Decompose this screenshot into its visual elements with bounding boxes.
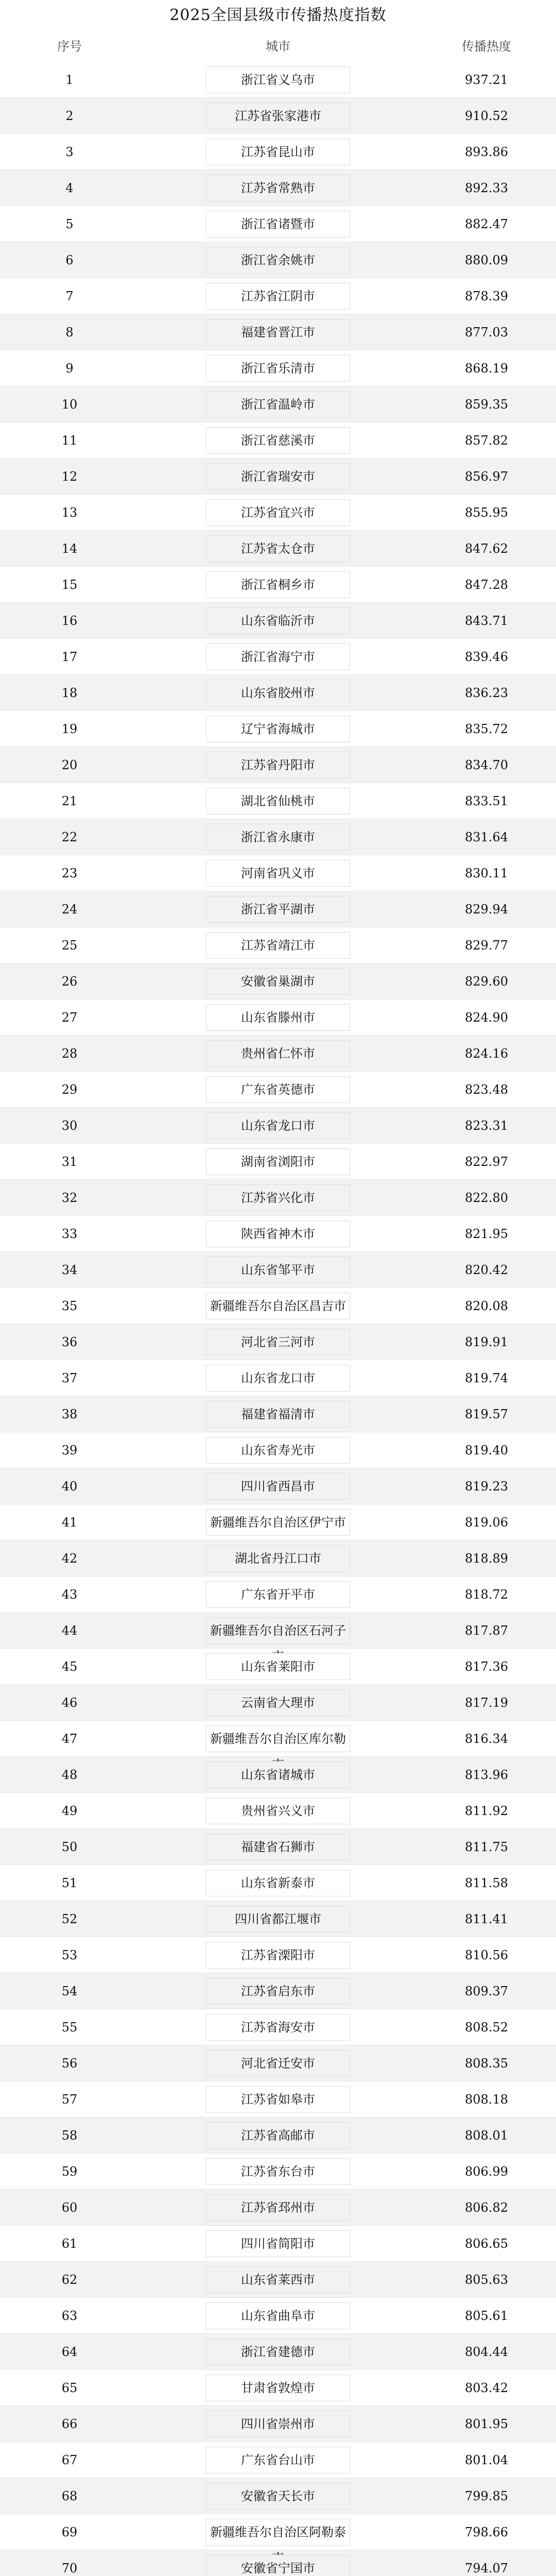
city-cell: 山东省胶州市 (206, 680, 350, 706)
score-cell: 847.62 (465, 541, 508, 556)
rank-cell: 65 (61, 2380, 78, 2395)
score-cell: 878.39 (465, 289, 508, 303)
city-cell: 山东省曲阜市 (206, 2302, 350, 2329)
score-cell: 810.56 (465, 1947, 508, 1962)
score-cell: 799.85 (465, 2488, 508, 2503)
score-cell: 808.52 (465, 2020, 508, 2035)
rank-cell: 2 (65, 108, 74, 123)
city-cell: 广东省开平市 (206, 1581, 350, 1608)
city-cell: 江苏省海安市 (206, 2014, 350, 2041)
city-cell: 河北省三河市 (206, 1329, 350, 1355)
score-cell: 839.46 (465, 649, 508, 664)
score-cell: 937.21 (465, 72, 508, 87)
table-row (0, 1036, 556, 1072)
score-cell: 808.18 (465, 2092, 508, 2107)
rank-cell: 58 (61, 2128, 78, 2143)
rank-cell: 38 (61, 1406, 78, 1421)
city-cell: 新疆维吾尔自治区石河子 (206, 1617, 350, 1644)
table-row (0, 1468, 556, 1504)
rank-cell: 64 (61, 2344, 78, 2359)
score-cell: 855.95 (465, 505, 508, 520)
table-row (0, 1865, 556, 1901)
rank-cell: 23 (61, 866, 78, 880)
rank-cell: 51 (61, 1875, 78, 1890)
score-cell: 847.28 (465, 577, 508, 592)
city-cell: 江苏省宜兴市 (206, 499, 350, 526)
table-row (0, 278, 556, 314)
score-cell: 829.60 (465, 974, 508, 989)
table-row (0, 1685, 556, 1721)
rank-cell: 26 (61, 974, 78, 989)
table-row (0, 1937, 556, 1973)
rank-cell: 1 (65, 72, 74, 87)
city-cell: 浙江省平湖市 (206, 896, 350, 923)
table-row (0, 1180, 556, 1216)
rank-cell: 54 (61, 1984, 78, 1998)
table-row (0, 1973, 556, 2009)
city-cell: 广东省英德市 (206, 1076, 350, 1103)
city-cell: 安徽省天长市 (206, 2483, 350, 2510)
table-row (0, 170, 556, 206)
city-cell: 新疆维吾尔自治区伊宁市 (206, 1509, 350, 1536)
city-cell: 山东省莱阳市 (206, 1653, 350, 1680)
score-cell: 830.11 (465, 866, 508, 880)
rank-cell: 3 (65, 144, 74, 159)
rank-cell: 35 (61, 1298, 78, 1313)
rank-cell: 15 (61, 577, 78, 592)
city-cell: 浙江省乐清市 (206, 355, 350, 382)
city-cell: 湖北省仙桃市 (206, 788, 350, 815)
rank-cell: 19 (61, 721, 78, 736)
rank-cell: 45 (61, 1659, 78, 1674)
score-cell: 805.61 (465, 2308, 508, 2323)
table-row (0, 350, 556, 386)
score-cell: 882.47 (465, 216, 508, 231)
page-title: 2025全国县级市传播热度指数 (169, 6, 387, 24)
score-cell: 817.19 (465, 1695, 508, 1710)
rank-cell: 30 (61, 1118, 78, 1133)
city-cell: 新疆维吾尔自治区阿勒泰 (206, 2519, 350, 2546)
score-cell: 818.89 (465, 1551, 508, 1566)
table-row (0, 206, 556, 242)
city-cell: 江苏省张家港市 (206, 103, 350, 129)
table-row (0, 1360, 556, 1396)
table-row (0, 98, 556, 134)
rank-cell: 33 (61, 1226, 78, 1241)
city-cell: 山东省寿光市 (206, 1437, 350, 1464)
rank-cell: 63 (61, 2308, 78, 2323)
table-row (0, 531, 556, 567)
score-cell: 806.99 (465, 2164, 508, 2179)
city-cell: 广东省台山市 (206, 2447, 350, 2473)
score-cell: 801.04 (465, 2452, 508, 2467)
score-cell: 829.94 (465, 902, 508, 917)
table-row (0, 1649, 556, 1685)
city-cell: 山东省临沂市 (206, 607, 350, 634)
table-row (0, 134, 556, 170)
city-cell: 江苏省丹阳市 (206, 752, 350, 778)
rank-cell: 57 (61, 2092, 78, 2107)
score-cell: 811.41 (465, 1911, 508, 1926)
city-cell: 江苏省东台市 (206, 2158, 350, 2185)
city-cell: 江苏省兴化市 (206, 1184, 350, 1211)
table-row (0, 2009, 556, 2045)
city-cell: 湖北省丹江口市 (206, 1545, 350, 1572)
table-row (0, 1072, 556, 1108)
city-cell: 贵州省仁怀市 (206, 1040, 350, 1067)
rank-cell: 7 (65, 289, 74, 303)
table-row (0, 927, 556, 963)
table-row (0, 422, 556, 459)
rank-cell: 46 (61, 1695, 78, 1710)
table-row (0, 1721, 556, 1757)
rank-cell: 20 (61, 757, 78, 772)
city-cell: 江苏省靖江市 (206, 932, 350, 959)
score-cell: 803.42 (465, 2380, 508, 2395)
city-cell: 江苏省江阴市 (206, 283, 350, 310)
table-row (0, 1757, 556, 1793)
score-cell: 834.70 (465, 757, 508, 772)
table-row (0, 1216, 556, 1252)
table-row (0, 1577, 556, 1613)
rank-cell: 16 (61, 613, 78, 628)
score-cell: 811.58 (465, 1875, 508, 1890)
score-cell: 823.48 (465, 1082, 508, 1097)
score-cell: 801.95 (465, 2416, 508, 2431)
rank-cell: 44 (61, 1623, 78, 1638)
city-cell: 贵州省兴义市 (206, 1798, 350, 1824)
city-cell: 浙江省海宁市 (206, 643, 350, 670)
score-cell: 806.82 (465, 2200, 508, 2215)
city-cell: 福建省石狮市 (206, 1834, 350, 1860)
rank-cell: 50 (61, 1839, 78, 1854)
score-cell: 819.23 (465, 1479, 508, 1494)
table-row (0, 1396, 556, 1432)
city-cell: 福建省福清市 (206, 1401, 350, 1428)
rank-cell: 37 (61, 1370, 78, 1385)
city-cell: 山东省邹平市 (206, 1257, 350, 1283)
table-row (0, 2442, 556, 2478)
score-cell: 856.97 (465, 469, 508, 484)
table-row (0, 603, 556, 639)
score-cell: 822.97 (465, 1154, 508, 1169)
table-row (0, 999, 556, 1036)
rank-cell: 59 (61, 2164, 78, 2179)
rank-cell: 40 (61, 1479, 78, 1494)
rank-cell: 68 (61, 2488, 78, 2503)
rank-cell: 62 (61, 2272, 78, 2287)
city-cell: 浙江省诸暨市 (206, 211, 350, 238)
score-cell: 880.09 (465, 252, 508, 267)
score-cell: 808.35 (465, 2056, 508, 2071)
score-cell: 819.40 (465, 1443, 508, 1458)
table-row (0, 783, 556, 819)
city-cell: 浙江省义乌市 (206, 66, 350, 93)
table-row (0, 2406, 556, 2442)
city-cell: 四川省西昌市 (206, 1473, 350, 1500)
city-cell: 山东省诸城市 (206, 1761, 350, 1788)
city-cell: 辽宁省海城市 (206, 716, 350, 742)
table-row (0, 2226, 556, 2262)
score-cell: 819.91 (465, 1334, 508, 1349)
table-row (0, 711, 556, 747)
score-cell: 817.36 (465, 1659, 508, 1674)
rank-cell: 60 (61, 2200, 78, 2215)
table-row (0, 1540, 556, 1577)
table-row (0, 2190, 556, 2226)
rank-cell: 32 (61, 1190, 78, 1205)
rank-cell: 69 (61, 2524, 78, 2539)
rank-cell: 17 (61, 649, 78, 664)
table-row (0, 62, 556, 98)
table-row (0, 675, 556, 711)
table-row (0, 1504, 556, 1540)
table-row (0, 855, 556, 891)
rank-cell: 14 (61, 541, 78, 556)
rank-cell: 47 (61, 1731, 78, 1746)
rank-cell: 53 (61, 1947, 78, 1962)
score-cell: 843.71 (465, 613, 508, 628)
city-cell: 山东省滕州市 (206, 1004, 350, 1031)
table-row (0, 2298, 556, 2334)
table-row (0, 639, 556, 675)
city-cell: 安徽省宁国市 (206, 2555, 350, 2576)
rank-cell: 48 (61, 1767, 78, 1782)
table-row (0, 1108, 556, 1144)
city-cell: 四川省都江堰市 (206, 1906, 350, 1933)
rank-cell: 25 (61, 938, 78, 953)
rank-cell: 56 (61, 2056, 78, 2071)
score-cell: 808.01 (465, 2128, 508, 2143)
rank-cell: 66 (61, 2416, 78, 2431)
score-cell: 893.86 (465, 144, 508, 159)
header-city: 城市 (266, 39, 290, 54)
city-cell: 浙江省温岭市 (206, 391, 350, 418)
city-cell: 江苏省启东市 (206, 1978, 350, 2005)
city-cell: 江苏省邳州市 (206, 2194, 350, 2221)
city-cell: 山东省龙口市 (206, 1112, 350, 1139)
score-cell: 805.63 (465, 2272, 508, 2287)
rank-cell: 28 (61, 1046, 78, 1061)
score-cell: 910.52 (465, 108, 508, 123)
rank-cell: 11 (61, 433, 78, 448)
rank-cell: 29 (61, 1082, 78, 1097)
city-cell: 江苏省太仓市 (206, 535, 350, 562)
score-cell: 829.77 (465, 938, 508, 953)
score-cell: 836.23 (465, 685, 508, 700)
city-cell: 新疆维吾尔自治区昌吉市 (206, 1293, 350, 1319)
rank-cell: 13 (61, 505, 78, 520)
rank-cell: 10 (61, 397, 78, 412)
rank-cell: 34 (61, 1262, 78, 1277)
score-cell: 824.90 (465, 1010, 508, 1025)
score-cell: 811.92 (465, 1803, 508, 1818)
city-cell: 浙江省桐乡市 (206, 571, 350, 598)
city-cell: 四川省崇州市 (206, 2411, 350, 2437)
city-cell: 山东省新泰市 (206, 1870, 350, 1896)
city-cell: 安徽省巢湖市 (206, 968, 350, 995)
table-row (0, 1901, 556, 1937)
city-cell: 江苏省昆山市 (206, 139, 350, 165)
city-cell: 陕西省神木市 (206, 1221, 350, 1247)
rank-cell: 67 (61, 2452, 78, 2467)
score-cell: 798.66 (465, 2524, 508, 2539)
table-header (0, 31, 556, 62)
score-cell: 820.08 (465, 1298, 508, 1313)
score-cell: 806.65 (465, 2236, 508, 2251)
rank-cell: 27 (61, 1010, 78, 1025)
header-score: 传播热度 (462, 39, 511, 54)
table-row (0, 1613, 556, 1649)
score-cell: 824.16 (465, 1046, 508, 1061)
score-cell: 804.44 (465, 2344, 508, 2359)
table-row (0, 567, 556, 603)
table-row (0, 2154, 556, 2190)
table-body (0, 62, 556, 2576)
rank-cell: 21 (61, 793, 78, 808)
city-cell: 浙江省建德市 (206, 2338, 350, 2365)
table-row (0, 2334, 556, 2370)
table-row (0, 2478, 556, 2514)
rank-cell: 42 (61, 1551, 78, 1566)
score-cell: 831.64 (465, 829, 508, 844)
city-cell: 河北省迁安市 (206, 2050, 350, 2077)
score-cell: 816.34 (465, 1731, 508, 1746)
table-row (0, 1288, 556, 1324)
table-row (0, 1144, 556, 1180)
rank-cell: 41 (61, 1515, 78, 1530)
city-cell: 河南省巩义市 (206, 860, 350, 887)
table-row (0, 459, 556, 495)
table-row (0, 2514, 556, 2550)
rank-cell: 8 (65, 325, 74, 340)
rank-cell: 43 (61, 1587, 78, 1602)
table-row (0, 2262, 556, 2298)
city-cell: 浙江省瑞安市 (206, 463, 350, 490)
table-row (0, 495, 556, 531)
table-row (0, 1793, 556, 1829)
score-cell: 809.37 (465, 1984, 508, 1998)
table-row (0, 747, 556, 783)
score-cell: 817.87 (465, 1623, 508, 1638)
city-cell: 四川省简阳市 (206, 2230, 350, 2257)
rank-cell: 52 (61, 1911, 78, 1926)
score-cell: 857.82 (465, 433, 508, 448)
score-cell: 819.74 (465, 1370, 508, 1385)
city-cell: 江苏省如皋市 (206, 2086, 350, 2113)
city-cell: 甘肃省敦煌市 (206, 2375, 350, 2401)
score-cell: 833.51 (465, 793, 508, 808)
rank-cell: 9 (65, 361, 74, 376)
rank-cell: 61 (61, 2236, 78, 2251)
rank-cell: 70 (61, 2561, 78, 2575)
ranking-table (0, 31, 556, 2576)
score-cell: 823.31 (465, 1118, 508, 1133)
city-cell: 云南省大理市 (206, 1689, 350, 1716)
table-row (0, 242, 556, 278)
score-cell: 819.06 (465, 1515, 508, 1530)
rank-cell: 31 (61, 1154, 78, 1169)
table-row (0, 1432, 556, 1468)
table-row (0, 2117, 556, 2154)
rank-cell: 22 (61, 829, 78, 844)
table-row (0, 386, 556, 422)
table-row (0, 963, 556, 999)
score-cell: 813.96 (465, 1767, 508, 1782)
city-cell: 新疆维吾尔自治区库尔勒 (206, 1725, 350, 1752)
rank-cell: 55 (61, 2020, 78, 2035)
rank-cell: 18 (61, 685, 78, 700)
city-cell: 浙江省余姚市 (206, 247, 350, 274)
score-cell: 818.72 (465, 1587, 508, 1602)
city-cell: 江苏省常熟市 (206, 175, 350, 201)
rank-cell: 4 (65, 180, 74, 195)
score-cell: 811.75 (465, 1839, 508, 1854)
city-cell: 山东省莱西市 (206, 2266, 350, 2293)
rank-cell: 39 (61, 1443, 78, 1458)
score-cell: 820.42 (465, 1262, 508, 1277)
table-row (0, 819, 556, 855)
city-cell: 江苏省溧阳市 (206, 1942, 350, 1969)
city-cell: 山东省龙口市 (206, 1365, 350, 1392)
table-row (0, 1829, 556, 1865)
score-cell: 835.72 (465, 721, 508, 736)
table-row (0, 1324, 556, 1360)
score-cell: 794.07 (465, 2561, 508, 2575)
city-cell: 福建省晋江市 (206, 319, 350, 346)
table-row (0, 2081, 556, 2117)
score-cell: 819.57 (465, 1406, 508, 1421)
rank-cell: 36 (61, 1334, 78, 1349)
score-cell: 821.95 (465, 1226, 508, 1241)
score-cell: 822.80 (465, 1190, 508, 1205)
score-cell: 859.35 (465, 397, 508, 412)
city-cell: 浙江省慈溪市 (206, 427, 350, 454)
score-cell: 877.03 (465, 325, 508, 340)
score-cell: 892.33 (465, 180, 508, 195)
rank-cell: 12 (61, 469, 78, 484)
score-cell: 868.19 (465, 361, 508, 376)
table-row (0, 1252, 556, 1288)
table-row (0, 2045, 556, 2081)
table-row (0, 2370, 556, 2406)
rank-cell: 24 (61, 902, 78, 917)
header-rank: 序号 (57, 39, 82, 54)
rank-cell: 5 (65, 216, 74, 231)
rank-cell: 6 (65, 252, 74, 267)
city-cell: 江苏省高邮市 (206, 2122, 350, 2149)
table-row (0, 891, 556, 927)
city-cell: 湖南省浏阳市 (206, 1148, 350, 1175)
city-cell: 浙江省永康市 (206, 824, 350, 851)
table-row (0, 314, 556, 350)
rank-cell: 49 (61, 1803, 78, 1818)
